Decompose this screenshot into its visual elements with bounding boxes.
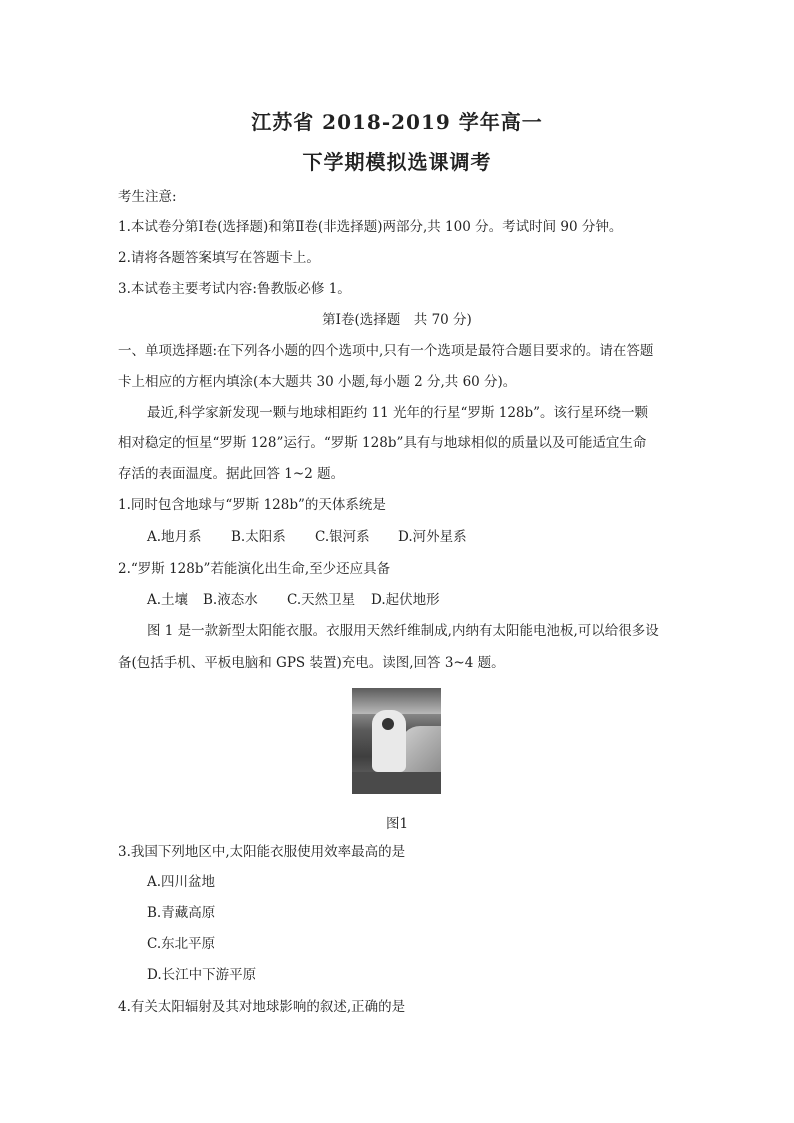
- photo-tent: [400, 726, 441, 776]
- question-3-option-b: B.青藏高原: [147, 905, 216, 921]
- question-1-option-d: D.河外星系: [398, 529, 467, 545]
- question-2-option-b: B.液态水: [203, 592, 258, 608]
- section-intro-line2: 卡上相应的方框内填涂(本大题共 30 小题,每小题 2 分,共 60 分)。: [118, 374, 517, 390]
- question-4-stem: 4.有关太阳辐射及其对地球影响的叙述,正确的是: [118, 999, 406, 1015]
- section-header: 第Ⅰ卷(选择题 共 70 分): [322, 312, 472, 328]
- note-2: 2.请将各题答案填写在答题卡上。: [118, 250, 320, 266]
- question-3-stem: 3.我国下列地区中,太阳能衣服使用效率最高的是: [118, 844, 406, 860]
- question-3-option-c: C.东北平原: [147, 936, 216, 952]
- photo-ground: [352, 772, 441, 794]
- question-1-option-c: C.银河系: [315, 529, 370, 545]
- passage2-line2: 备(包括手机、平板电脑和 GPS 装置)充电。读图,回答 3~4 题。: [118, 655, 505, 671]
- exam-title-line2: 下学期模拟选课调考: [302, 150, 492, 174]
- note-1: 1.本试卷分第Ⅰ卷(选择题)和第Ⅱ卷(非选择题)两部分,共 100 分。考试时间 90 分钟。: [118, 219, 623, 235]
- question-1-stem: 1.同时包含地球与“罗斯 128b”的天体系统是: [118, 497, 386, 513]
- passage1-line3: 存活的表面温度。据此回答 1~2 题。: [118, 466, 345, 482]
- question-2-stem: 2.“罗斯 128b”若能演化出生命,至少还应具备: [118, 561, 391, 577]
- note-3: 3.本试卷主要考试内容:鲁教版必修 1。: [118, 281, 351, 297]
- exam-title-line1: 江苏省 2018-2019 学年高一: [251, 110, 543, 134]
- figure-caption: 图1: [385, 816, 409, 832]
- question-3-option-a: A.四川盆地: [147, 874, 216, 890]
- passage1-line2: 相对稳定的恒星“罗斯 128”运行。“罗斯 128b”具有与地球相似的质量以及可能适宜生命: [118, 435, 647, 451]
- solar-clothing-photo: [352, 688, 441, 794]
- photo-face: [382, 718, 394, 730]
- question-2-option-c: C.天然卫星: [287, 592, 356, 608]
- question-1-option-a: A.地月系: [147, 529, 202, 545]
- question-2-option-a: A.土壤: [147, 592, 189, 608]
- question-3-option-d: D.长江中下游平原: [147, 967, 257, 983]
- question-2-option-d: D.起伏地形: [371, 592, 440, 608]
- question-1-option-b: B.太阳系: [231, 529, 286, 545]
- section-intro-line1: 一、单项选择题:在下列各小题的四个选项中,只有一个选项是最符合题目要求的。请在答题: [118, 343, 654, 359]
- passage2-line1: 图 1 是一款新型太阳能衣服。衣服用天然纤维制成,内纳有太阳能电池板,可以给很多设: [147, 623, 659, 639]
- notes-heading: 考生注意:: [118, 189, 177, 205]
- passage1-line1: 最近,科学家新发现一颗与地球相距约 11 光年的行星“罗斯 128b”。该行星环绕一颗: [147, 405, 649, 421]
